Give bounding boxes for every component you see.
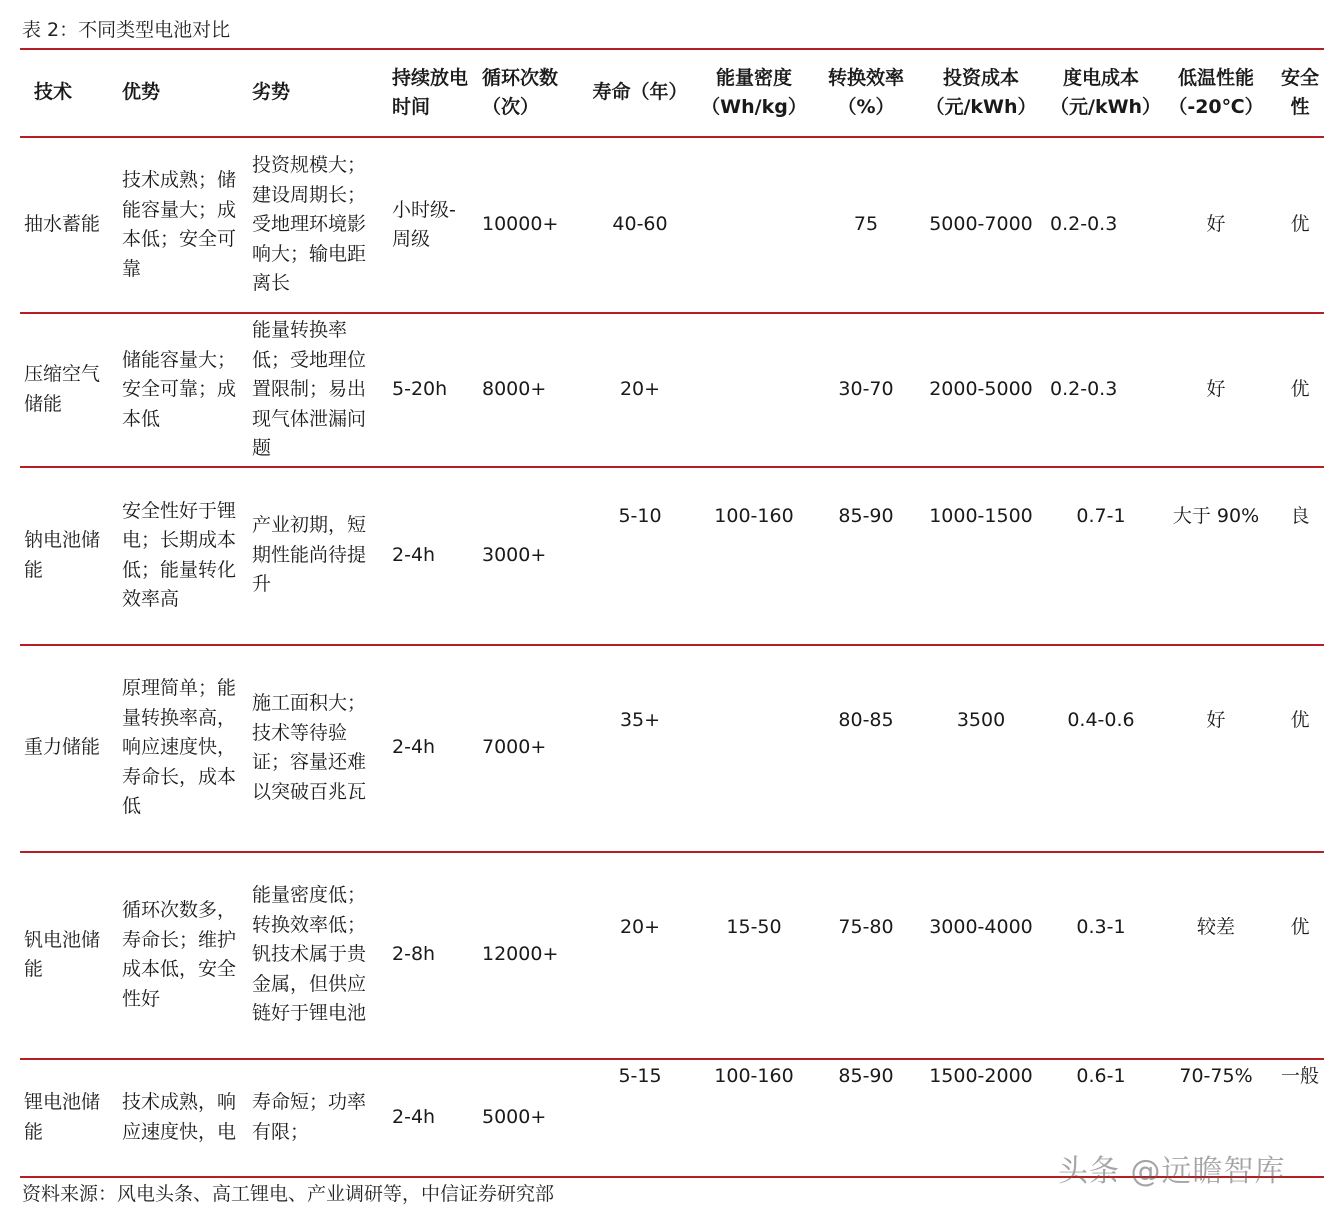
cell-life: 35+ [619, 708, 661, 731]
cell-duration: 小时级-周级 [392, 198, 456, 250]
cell-efficiency: 30-70 [838, 378, 894, 400]
cell-invest-cost: 1500-2000 [929, 1064, 1033, 1087]
table-row [20, 467, 1324, 645]
cell-energy-density [692, 313, 816, 467]
col-header-life: 寿命（年） [592, 81, 688, 104]
col-header-tech: 技术 [34, 81, 73, 104]
source-note: 资料来源：风电头条、高工锂电、产业调研等，中信证券研究部 [22, 1183, 555, 1205]
cell-duration: 5-20h [392, 378, 448, 400]
cell-duration: 2-8h [392, 943, 436, 966]
cell-invest-cost: 3500 [956, 708, 1006, 731]
table-row [20, 852, 1324, 1059]
cell-cycles: 5000+ [482, 1105, 547, 1128]
cell-tech: 压缩空气储能 [24, 363, 101, 415]
cell-duration: 2-4h [392, 736, 436, 759]
cell-invest-cost: 2000-5000 [929, 378, 1033, 400]
cell-disadvantage: 施工面积大；技术等待验证；容量还难以突破百兆瓦 [252, 692, 367, 803]
cell-disadvantage: 投资规模大；建设周期长；受地理环境影响大；输电距离长 [252, 154, 367, 295]
cell-efficiency: 85-90 [838, 1064, 894, 1087]
cell-kwh-cost: 0.3-1 [1076, 915, 1126, 938]
col-header-safety: 安全性 [1280, 66, 1319, 118]
cell-life: 5-15 [618, 1064, 662, 1087]
cell-invest-cost: 3000-4000 [929, 915, 1033, 938]
cell-tech: 钒电池储能 [24, 928, 101, 980]
cell-disadvantage: 能量密度低；转换效率低；钒技术属于贵金属，但供应链好于锂电池 [252, 884, 367, 1025]
cell-safety: 一般 [1280, 1064, 1319, 1087]
cell-disadvantage: 寿命短；功率有限； [252, 1091, 367, 1143]
col-header-cycles: 循环次数（次） [482, 66, 559, 118]
col-header-low-temp: 低温性能（-20℃） [1168, 66, 1264, 118]
cell-disadvantage: 能量转换率低；受地理位置限制；易出现气体泄漏问题 [252, 319, 367, 459]
cell-low-temp: 好 [1206, 378, 1226, 400]
cell-disadvantage: 产业初期，短期性能尚待提升 [252, 514, 367, 596]
table-row [20, 645, 1324, 852]
cell-efficiency: 85-90 [838, 504, 894, 527]
header-row [20, 49, 1324, 137]
cell-advantage: 技术成熟，响应速度快，电 [122, 1091, 237, 1143]
col-header-kwh-cost: 度电成本（元/kWh） [1050, 66, 1162, 118]
cell-low-temp: 较差 [1196, 915, 1235, 938]
cell-low-temp: 好 [1206, 708, 1226, 731]
col-header-advantage: 优势 [122, 81, 161, 104]
cell-life: 5-10 [618, 504, 662, 527]
cell-cycles: 8000+ [482, 378, 547, 400]
table-row [20, 313, 1324, 467]
cell-kwh-cost: 0.2-0.3 [1050, 213, 1118, 236]
cell-efficiency: 80-85 [838, 708, 894, 731]
col-header-invest-cost: 投资成本（元/kWh） [925, 66, 1037, 118]
table-caption: 表 2：不同类型电池对比 [22, 19, 231, 41]
cell-kwh-cost: 0.7-1 [1076, 504, 1126, 527]
cell-low-temp: 70-75% [1179, 1064, 1253, 1087]
cell-tech: 锂电池储能 [24, 1091, 101, 1143]
table-row [20, 137, 1324, 313]
col-header-efficiency: 转换效率（%） [827, 66, 904, 118]
cell-energy-density: 100-160 [714, 504, 794, 527]
cell-energy-density [692, 645, 816, 852]
battery-comparison-table [20, 48, 1324, 1178]
cell-efficiency: 75 [853, 213, 879, 236]
cell-energy-density: 15-50 [726, 915, 782, 938]
cell-kwh-cost: 0.6-1 [1076, 1064, 1126, 1087]
cell-life: 40-60 [612, 213, 668, 236]
cell-kwh-cost: 0.4-0.6 [1067, 708, 1135, 731]
cell-energy-density: 100-160 [714, 1064, 794, 1087]
col-header-energy-density: 能量密度（Wh/kg） [701, 66, 807, 118]
cell-safety: 优 [1290, 915, 1310, 938]
watermark: 头条 @远瞻智库 [1058, 1154, 1286, 1189]
cell-life: 20+ [619, 378, 661, 400]
cell-advantage: 技术成熟；储能容量大；成本低；安全可靠 [122, 169, 237, 280]
cell-duration: 2-4h [392, 1105, 436, 1128]
cell-advantage: 原理简单；能量转换率高，响应速度快，寿命长，成本低 [122, 677, 237, 818]
cell-low-temp: 好 [1206, 213, 1226, 236]
cell-kwh-cost: 0.2-0.3 [1050, 378, 1118, 400]
cell-tech: 抽水蓄能 [24, 213, 101, 236]
cell-tech: 钠电池储能 [24, 529, 101, 581]
cell-advantage: 循环次数多，寿命长；维护成本低，安全性好 [122, 899, 237, 1010]
cell-energy-density [692, 137, 816, 313]
cell-invest-cost: 5000-7000 [929, 213, 1033, 236]
cell-duration: 2-4h [392, 543, 436, 566]
cell-tech: 重力储能 [24, 736, 101, 759]
comparison-table-wrap [20, 48, 1324, 1178]
cell-cycles: 10000+ [482, 213, 559, 236]
cell-safety: 良 [1290, 504, 1310, 527]
cell-safety: 优 [1290, 708, 1310, 731]
cell-safety: 优 [1290, 213, 1310, 236]
cell-efficiency: 75-80 [838, 915, 894, 938]
col-header-disadvantage: 劣势 [252, 81, 291, 104]
cell-cycles: 3000+ [482, 543, 547, 566]
cell-cycles: 12000+ [482, 943, 559, 966]
cell-safety: 优 [1290, 378, 1310, 400]
cell-advantage: 储能容量大；安全可靠；成本低 [122, 348, 237, 430]
cell-advantage: 安全性好于锂电；长期成本低；能量转化效率高 [122, 499, 237, 610]
cell-low-temp: 大于 90% [1172, 504, 1260, 527]
col-header-duration: 持续放电时间 [392, 66, 469, 118]
cell-invest-cost: 1000-1500 [929, 504, 1033, 527]
cell-cycles: 7000+ [482, 736, 547, 759]
cell-life: 20+ [619, 915, 661, 938]
